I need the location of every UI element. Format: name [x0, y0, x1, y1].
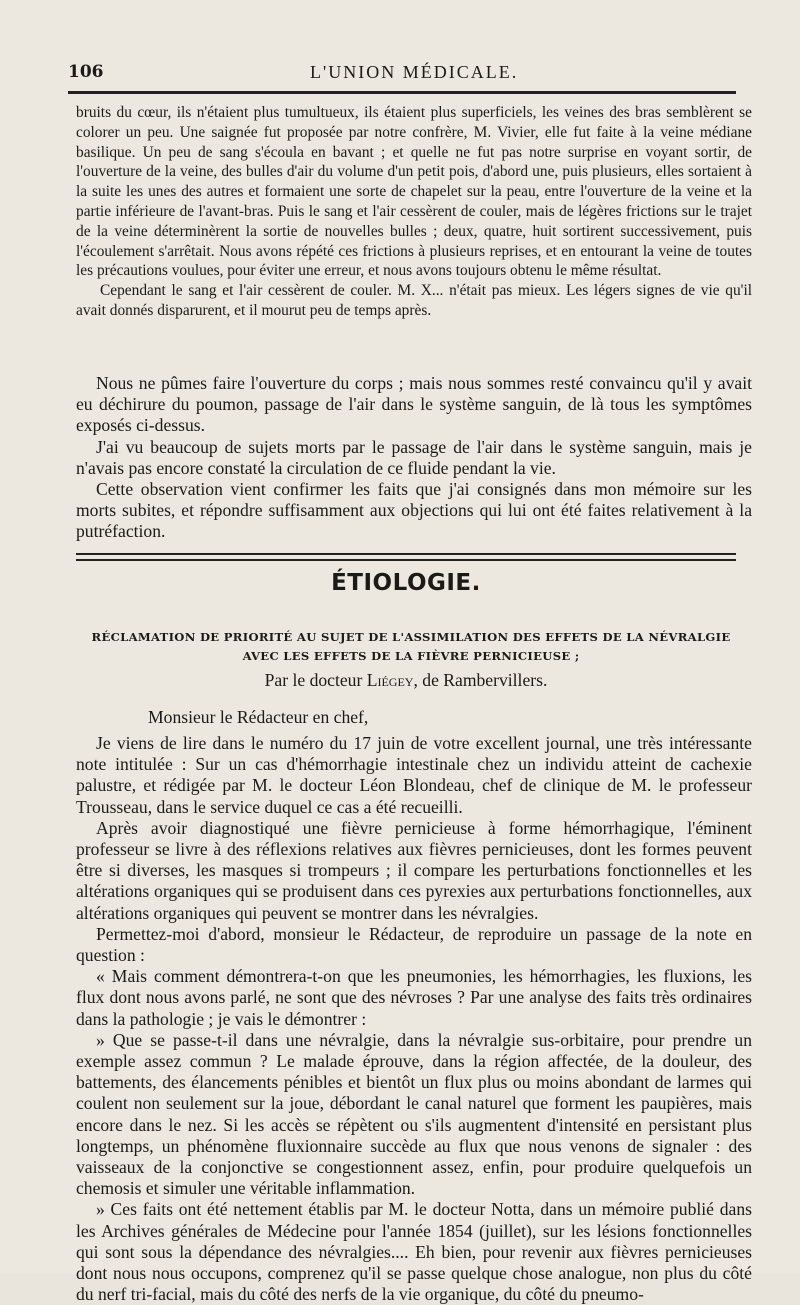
paragraph: Après avoir diagnostiqué une fièvre pernicieuse à forme hémorrhagique, l'éminent professeur se livre à des réflexions relatives aux fièvres pernicieuses, dont les formes peuvent être si diverses, les masques si trompeurs ; il compare les perturbations fonctionnelles et les altérations organiques qui se produisent dans ces pyrexies aux perturbations fonctionnelles, aux altérations organiques qui peuvent se montrer dans les névralgies.	[76, 817, 752, 923]
paragraph: « Mais comment démontrera-t-on que les pneumonies, les hémorrhagies, les fluxions, les flux dont nous avons parlé, ne sont que des névroses ? Par une analyse des faits très ordinaires dans la pathologie ; je vais le démontrer :	[76, 966, 752, 1029]
byline-author: Liégey	[366, 670, 414, 690]
paragraph: Cependant le sang et l'air cessèrent de couler. M. X... n'était pas mieux. Les légers signes de vie qu'il avait donnés disparurent, et il mourut peu de temps après.	[76, 282, 752, 319]
paragraph: bruits du cœur, ils n'étaient plus tumultueux, ils étaient plus superficiels, les veines des bras semblèrent se colorer un peu. Une saignée fut proposée par notre confrère, M. Vivier, elle fut faite à la veine médiane basilique. Un peu de sang s'écoula en bavant ; et quelle ne fut pas notre surprise en voyant sortir, de l'ouverture de la veine, des bulles d'air du volume d'un petit pois, d'abord une, puis plusieurs, elles sortaient à la suite les unes des autres et formaient une sorte de chapelet sur la peau, entre l'ouverture de la veine et la partie inférieure de l'avant-bras. Puis le sang et l'air cessèrent de couler, mais de légères frictions sur le trajet de la veine déterminèrent la sortie de nouvelles bulles ; deux, quatre, huit sortirent successivement, puis l'écoulement s'arrêtait. Nous avons répété ces frictions à plusieurs reprises, et en entourant la veine de toutes les précautions voulues, pour éviter une erreur, et nous avons toujours obtenu le même résultat.	[76, 104, 752, 280]
letter-body	[76, 733, 752, 1305]
paragraph: Cette observation vient confirmer les faits que j'ai consignés dans mon mémoire sur les morts subites, et répondre suffisamment aux objections qui lui ont été faites relativement à la putréfaction.	[76, 479, 752, 542]
running-head: L'UNION MÉDICALE.	[310, 62, 519, 82]
section-title: ÉTIOLOGIE.	[331, 570, 481, 596]
paragraph: Je viens de lire dans le numéro du 17 juin de votre excellent journal, une très intéressante note intitulée : Sur un cas d'hémorrhagie intestinale chez un individu atteint de cachexie palustre, et rédigée par M. le docteur Léon Blondeau, chef de clinique de M. le professeur Trousseau, dans le service duquel ce cas a été recueilli.	[76, 733, 752, 817]
byline-suffix: , de Rambervillers.	[413, 670, 548, 690]
paragraph: Permettez-moi d'abord, monsieur le Rédacteur, de reproduire un passage de la note en question :	[76, 923, 752, 966]
page-header	[68, 62, 736, 90]
page-number: 106	[68, 62, 104, 82]
byline-prefix: Par le docteur	[264, 670, 363, 690]
paragraph: Nous ne pûmes faire l'ouverture du corps ; mais nous sommes resté convaincu qu'il y avait eu déchirure du poumon, passage de l'air dans le système sanguin, de là tous les symptômes exposés ci-dessus.	[76, 373, 752, 436]
salutation: Monsieur le Rédacteur en chef,	[148, 707, 369, 727]
observation-continuation	[76, 103, 752, 321]
byline	[76, 670, 736, 691]
article-subtitle: RÉCLAMATION DE PRIORITÉ AU SUJET DE L'ASSIMILATION DES EFFETS DE LA NÉVRALGIE AVEC LES EFFETS DE LA FIÈVRE PERNICIEUSE ;	[91, 630, 731, 663]
header-rule	[68, 91, 736, 94]
observation-conclusion	[76, 373, 752, 543]
paragraph: » Ces faits ont été nettement établis par M. le docteur Notta, dans un mémoire publié dans les Archives générales de Médecine pour l'année 1854 (juillet), sur les lésions fonctionnelles qui sont sous la dépendance des névralgies.... Eh bien, pour revenir aux fièvres pernicieuses dont nous nous occupons, comprenez qu'il se passe quelque chose analogue, non plus du côté du nerf tri-facial, mais du côté des nerfs de la vie organique, du côté du pneumo-	[76, 1199, 752, 1305]
paragraph: » Que se passe-t-il dans une névralgie, dans la névralgie sus-orbitaire, pour prendre un exemple assez commun ? Le malade éprouve, dans la région affectée, de la douleur, des battements, des élancements pénibles et bientôt un flux plus ou moins abondant de larmes qui coulent non seulement sur la joue, débordant le canal naturel que forment les paupières, mais encore dans le nez. Si les accès se répètent ou s'ils augmentent d'intensité en persistant plus longtemps, un phénomène fluxionnaire succède au flux que nous venons de signaler : des vaisseaux de la conjonctive se congestionnent assez, enfin, pour produire quelquefois un chemosis et simuler une véritable inflammation.	[76, 1029, 752, 1199]
section-divider	[76, 553, 736, 561]
paragraph: J'ai vu beaucoup de sujets morts par le passage de l'air dans le système sanguin, mais je n'avais pas encore constaté la circulation de ce fluide pendant la vie.	[76, 436, 752, 478]
